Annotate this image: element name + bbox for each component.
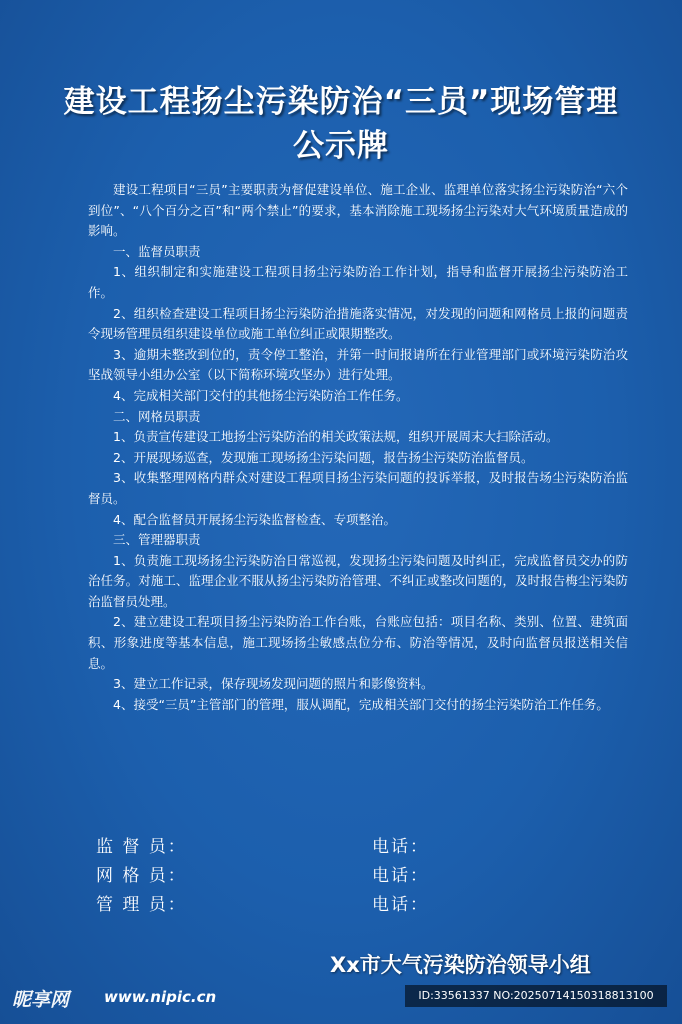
section-heading-grid: 二、网格员职责 — [113, 408, 201, 424]
paragraph: 3、收集整理网格内群众对建设工程项目扬尘污染问题的投诉举报，及时报告场尘污染防治监督员。 — [88, 470, 628, 506]
paragraph: 4、配合监督员开展扬尘污染监督检查、专项整治。 — [113, 511, 396, 527]
section-heading-manager: 三、管理器职责 — [113, 532, 201, 548]
watermark-id: ID:33561337 NO:20250714150318813100 — [405, 985, 667, 1007]
grid-member-phone-label: 电话： — [372, 866, 429, 886]
paragraph: 4、完成相关部门交付的其他扬尘污染防治工作任务。 — [113, 387, 409, 403]
manager-label: 管 理 员： — [96, 895, 187, 915]
paragraph: 2、建立建设工程项目扬尘污染防治工作台账，台账应包括：项目名称、类别、位置、建筑面积、形象进度等基本信息，施工现场扬尘敏感点位分布、防治等情况，及时向监督员报送相关信息。 — [88, 614, 628, 671]
paragraph: 2、开展现场巡查，发现施工现场扬尘污染问题，报告扬尘污染防治监督员。 — [113, 449, 534, 465]
page-subtitle: 公示牌 — [293, 128, 389, 164]
supervisor-phone-label: 电话： — [372, 837, 429, 857]
organization-name: Xx市大气污染防治领导小组 — [330, 953, 591, 977]
supervisor-label: 监 督 员： — [96, 837, 187, 857]
paragraph: 1、组织制定和实施建设工程项目扬尘污染防治工作计划，指导和监督开展扬尘污染防治工作。 — [88, 264, 628, 300]
page-title: 建设工程扬尘污染防治“三员”现场管理 — [63, 84, 619, 120]
watermark-site: www.nipic.cn — [104, 988, 217, 1006]
watermark-logo: 昵享网 — [12, 989, 70, 1011]
notice-body — [88, 180, 628, 715]
paragraph: 1、负责施工现场扬尘污染防治日常巡视，发现扬尘污染问题及时纠正，完成监督员交办的防治任务。对施工、监理企业不服从扬尘污染防治管理、不纠正或整改问题的，及时报告梅尘污染防治监督员处理。 — [88, 552, 628, 609]
paragraph: 3、建立工作记录，保存现场发现问题的照片和影像资料。 — [113, 676, 434, 692]
grid-member-label: 网 格 员： — [96, 866, 187, 886]
paragraph: 2、组织检查建设工程项目扬尘污染防治措施落实情况，对发现的问题和网格员上报的问题责令现场管理员组织建设单位或施工单位纠正或限期整改。 — [88, 305, 628, 342]
paragraph: 1、负责宣传建设工地扬尘污染防治的相关政策法规，组织开展周末大扫除活动。 — [113, 429, 559, 445]
paragraph: 4、接受“三员”主管部门的管理，服从调配，完成相关部门交付的扬尘污染防治工作任务。 — [113, 696, 609, 712]
manager-phone-label: 电话： — [372, 895, 429, 915]
paragraph: 3、逾期未整改到位的，责令停工整治，并第一时间报请所在行业管理部门或环境污染防治攻坚战领导小组办公室（以下简称环境攻坚办）进行处理。 — [88, 346, 628, 383]
intro-paragraph: 建设工程项目“三员”主要职责为督促建设单位、施工企业、监理单位落实扬尘污染防治“六个到位”、“八个百分之百”和“两个禁止”的要求，基本消除施工现场扬尘污染对大气环境质量造成的影响。 — [88, 182, 628, 239]
section-heading-supervisor: 一、监督员职责 — [113, 243, 201, 259]
